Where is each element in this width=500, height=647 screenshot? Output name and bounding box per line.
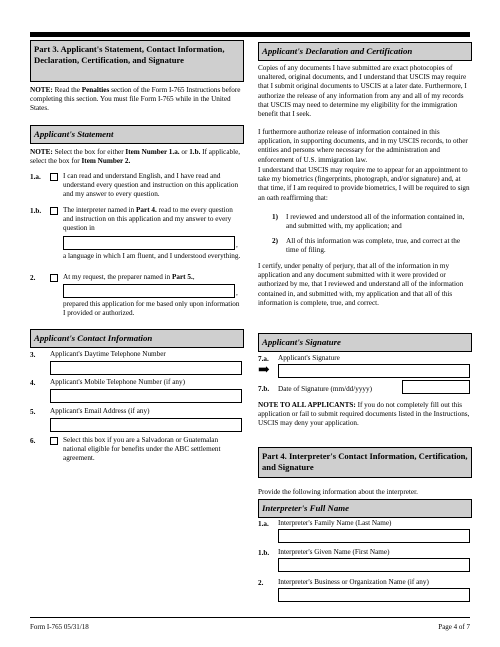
interp-1b-number: 1.b. (258, 549, 270, 557)
footer-page-number: Page 4 of 7 (438, 623, 470, 631)
part3-title: Part 3. Applicant's Statement, Contact Information, Declaration, Certification, and Signature (34, 44, 225, 65)
part4-title: Part 4. Interpreter's Contact Information, Certification, and Signature (262, 451, 468, 472)
heading-text: Applicant's Statement (34, 129, 114, 139)
statement-note (30, 148, 242, 166)
interp-1b-label: Interpreter's Given Name (First Name) (278, 548, 390, 556)
item-4-label: Applicant's Mobile Telephone Number (if any) (50, 378, 185, 386)
mobile-phone-field[interactable] (50, 389, 242, 403)
part3-heading (30, 40, 244, 82)
note-label: NOTE: (30, 148, 53, 156)
text: read to me every question and instruction on this application and my answer to every question in (63, 206, 233, 233)
penalties-bold: Penalties (81, 86, 110, 94)
heading-text: Applicant's Declaration and Certification (262, 46, 413, 56)
interp-2-number: 2. (258, 579, 264, 587)
item-3-label: Applicant's Daytime Telephone Number (50, 350, 166, 358)
item-1b-number: 1.b. (30, 207, 42, 215)
heading-text: Applicant's Signature (262, 337, 341, 347)
signature-date-field[interactable] (402, 380, 470, 394)
note-bold: NOTE TO ALL APPLICANTS: (258, 401, 356, 409)
note-text: Select the box for either (52, 148, 126, 156)
note-text: Read the (52, 86, 82, 94)
declaration-paragraph-2: I furthermore authorize release of information contained in this application, in supporting documents, and in my USCIS records, to other entities and persons where necessary for the administration and enforcement of U.S. immigration law. (258, 128, 468, 164)
item-7b-number: 7.b. (258, 385, 270, 393)
item-7a-number: 7.a. (258, 355, 269, 363)
interp-2-label: Interpreter's Business or Organization Name (if any) (278, 578, 429, 586)
note-text: If you do not completely fill out this application or fail to submit required documents listed in the Instructions, USCIS may deny your application. (258, 401, 470, 428)
contact-info-heading (30, 329, 244, 348)
item-2-after-text: prepared this application for me based only upon information I provided or authorized. (63, 300, 240, 318)
item-2-text (63, 273, 242, 282)
note-text: or (179, 148, 190, 156)
note-bold: Item Number 2. (81, 157, 131, 166)
note-bold: 1.b. (189, 148, 201, 156)
item-5-number: 5. (30, 408, 36, 416)
item-2-preparer-field[interactable] (63, 284, 235, 298)
comma: , (236, 289, 238, 297)
interpreter-given-name-field[interactable] (278, 558, 470, 572)
item-1b-language-field[interactable] (63, 236, 235, 250)
text: The interpreter named in (63, 206, 137, 214)
item-2-number: 2. (30, 274, 36, 282)
interp-1a-number: 1.a. (258, 520, 269, 528)
arrow-right-icon: ➡ (258, 363, 270, 378)
interp-1a-label: Interpreter's Family Name (Last Name) (278, 519, 392, 527)
item-6-text: Select this box if you are a Salvadoran or Guatemalan national eligible for benefits under the ABC settlement agreement. (63, 436, 221, 463)
item-1a-text: I can read and understand English, and I have read and understand every question and instruction on this application and my answer to every question. (63, 172, 239, 199)
part-ref: Part 5. (171, 273, 193, 281)
bottom-rule (30, 617, 470, 618)
text: , (192, 273, 195, 281)
part4-intro: Provide the following information about the interpreter. (258, 488, 418, 496)
list-1-number: 1) (272, 213, 278, 221)
item-5-label: Applicant's Email Address (if any) (50, 407, 150, 415)
item-7a-label: Applicant's Signature (278, 354, 340, 362)
interpreter-business-name-field[interactable] (278, 588, 470, 602)
item-7b-label: Date of Signature (mm/dd/yyyy) (278, 385, 373, 393)
comma: , (236, 241, 238, 249)
declaration-paragraph-3: I understand that USCIS may require me to appear for an appointment to take my biometrics (fingerprints, photograph, and/or signature) and, at that time, if I am required to provide biometrics, I will be required to sign an oath reaffirming that: (258, 166, 470, 202)
note-text: section of the Form I-765 Instructions before completing this section. You must file Form I-765 while in the United States. (30, 86, 241, 113)
list-2-number: 2) (272, 237, 278, 245)
part3-note (30, 86, 242, 114)
text: At my request, the preparer named in (63, 273, 172, 281)
footer-form-id: Form I-765 05/31/18 (30, 623, 89, 631)
item-1b-text (63, 206, 242, 234)
item-1a-checkbox[interactable] (50, 173, 58, 181)
heading-text: Interpreter's Full Name (262, 503, 349, 513)
note-bold: Item Number 1.a. (125, 148, 180, 156)
item-3-number: 3. (30, 351, 36, 359)
note-text: If applicable, select the box for (30, 148, 241, 166)
applicant-signature-field[interactable] (278, 364, 470, 378)
applicant-statement-heading (30, 125, 244, 144)
item-6-number: 6. (30, 437, 36, 445)
item-1b-after-text: a language in which I am fluent, and I understood everything. (63, 252, 241, 260)
part4-heading (258, 447, 472, 478)
declaration-heading (258, 42, 472, 61)
item-2-checkbox[interactable] (50, 274, 58, 282)
daytime-phone-field[interactable] (50, 361, 242, 375)
note-to-applicants (258, 401, 470, 429)
part-ref: Part 4. (136, 206, 157, 214)
top-rule (30, 32, 470, 37)
signature-heading (258, 333, 472, 352)
item-1a-number: 1.a. (30, 173, 41, 181)
list-1-text: I reviewed and understood all of the information contained in, and submitted with, my application; and (286, 213, 465, 231)
email-field[interactable] (50, 418, 242, 432)
item-4-number: 4. (30, 379, 36, 387)
heading-text: Applicant's Contact Information (34, 333, 153, 343)
item-6-checkbox[interactable] (50, 437, 58, 445)
list-2-text: All of this information was complete, true, and correct at the time of filing. (286, 237, 461, 255)
note-label: NOTE: (30, 86, 53, 94)
interpreter-family-name-field[interactable] (278, 529, 470, 543)
declaration-paragraph-1: Copies of any documents I have submitted are exact photocopies of unaltered, original documents, and I understand that USCIS may require that I submit original documents to USCIS at a later date. Furthermore, I authorize the release of any information from any and all of my records that USCIS may need to determine my eligibility for the immigration benefit that I seek. (258, 64, 467, 119)
item-1b-checkbox[interactable] (50, 207, 58, 215)
declaration-paragraph-4: I certify, under penalty of perjury, that all of the information in my application and any document submitted with it were provided or authorized by me, that I reviewed and understand all of the information contained in, and submitted with, my application and that all of this information is complete, true, and correct. (258, 262, 464, 307)
interpreter-name-heading (258, 499, 472, 518)
